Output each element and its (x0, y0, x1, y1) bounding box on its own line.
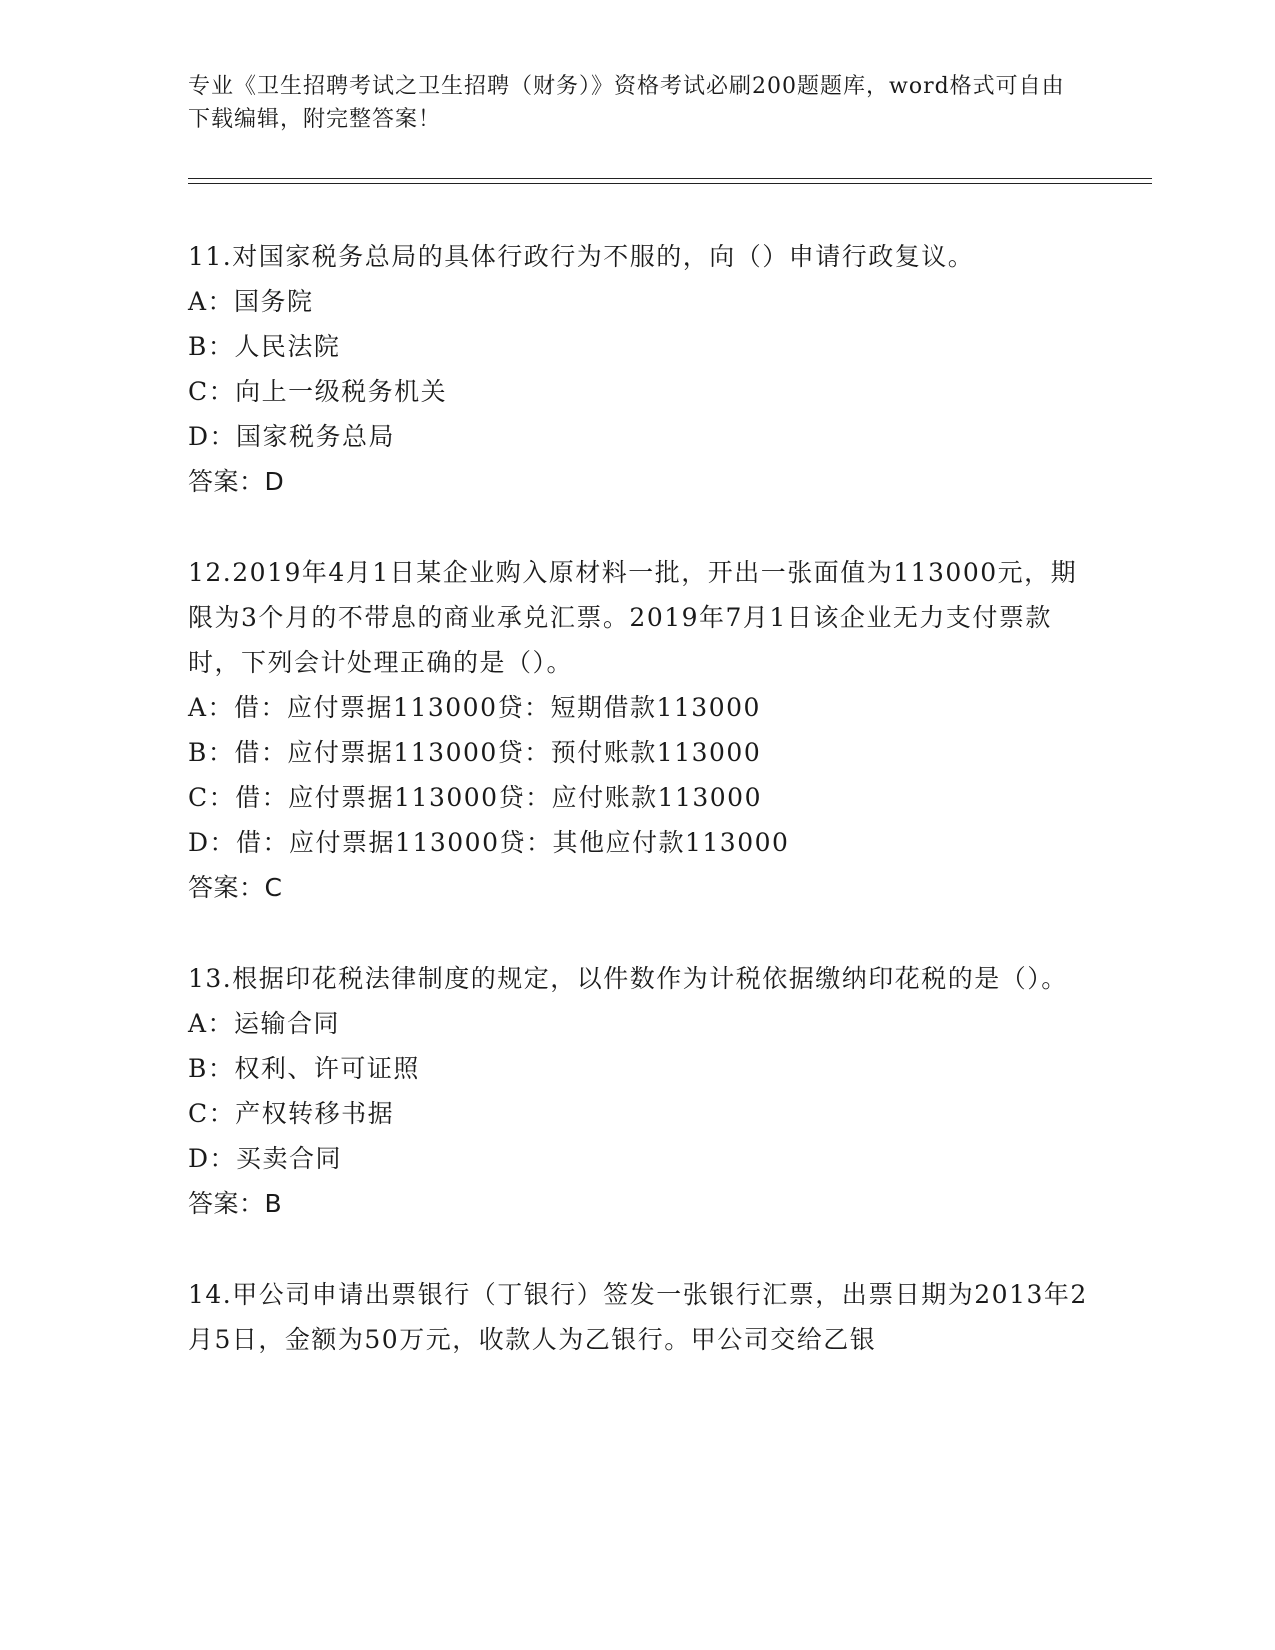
option-b: B：借：应付票据113000贷：预付账款113000 (188, 738, 762, 767)
question-text: 14.甲公司申请出票银行（丁银行）签发一张银行汇票，出票日期为2013年2月5日，金额为50万元，收款人为乙银行。甲公司交给乙银 (188, 1280, 1088, 1354)
option-a: A：运输合同 (188, 1009, 341, 1038)
question-13 (188, 956, 1088, 1226)
option-d: D：借：应付票据113000贷：其他应付款113000 (188, 828, 790, 857)
answer: 答案：B (188, 1189, 283, 1218)
option-c: C：产权转移书据 (188, 1099, 395, 1128)
question-text: 12.2019年4月1日某企业购入原材料一批，开出一张面值为113000元，期限为3个月的不带息的商业承兑汇票。2019年7月1日该企业无力支付票款时，下列会计处理正确的是（）。 (188, 558, 1078, 677)
answer: 答案：C (188, 873, 283, 902)
option-c: C：借：应付票据113000贷：应付账款113000 (188, 783, 762, 812)
answer: 答案：D (188, 467, 285, 496)
question-14 (188, 1272, 1088, 1362)
option-d: D：国家税务总局 (188, 422, 396, 451)
header-divider-top (188, 178, 1152, 179)
question-text: 13.根据印花税法律制度的规定，以件数作为计税依据缴纳印花税的是（）。 (188, 964, 1068, 993)
header-divider-bottom (188, 183, 1152, 184)
question-list (188, 234, 1088, 1408)
option-b: B：权利、许可证照 (188, 1054, 420, 1083)
option-d: D：买卖合同 (188, 1144, 343, 1173)
option-b: B：人民法院 (188, 332, 341, 361)
document-header: 专业《卫生招聘考试之卫生招聘（财务）》资格考试必刷200题题库，word格式可自由下载编辑，附完整答案！ (188, 74, 1065, 132)
question-12 (188, 550, 1088, 910)
question-11 (188, 234, 1088, 504)
question-text: 11.对国家税务总局的具体行政行为不服的，向（）申请行政复议。 (188, 242, 975, 271)
option-a: A：国务院 (188, 287, 314, 316)
option-c: C：向上一级税务机关 (188, 377, 448, 406)
option-a: A：借：应付票据113000贷：短期借款113000 (188, 693, 761, 722)
